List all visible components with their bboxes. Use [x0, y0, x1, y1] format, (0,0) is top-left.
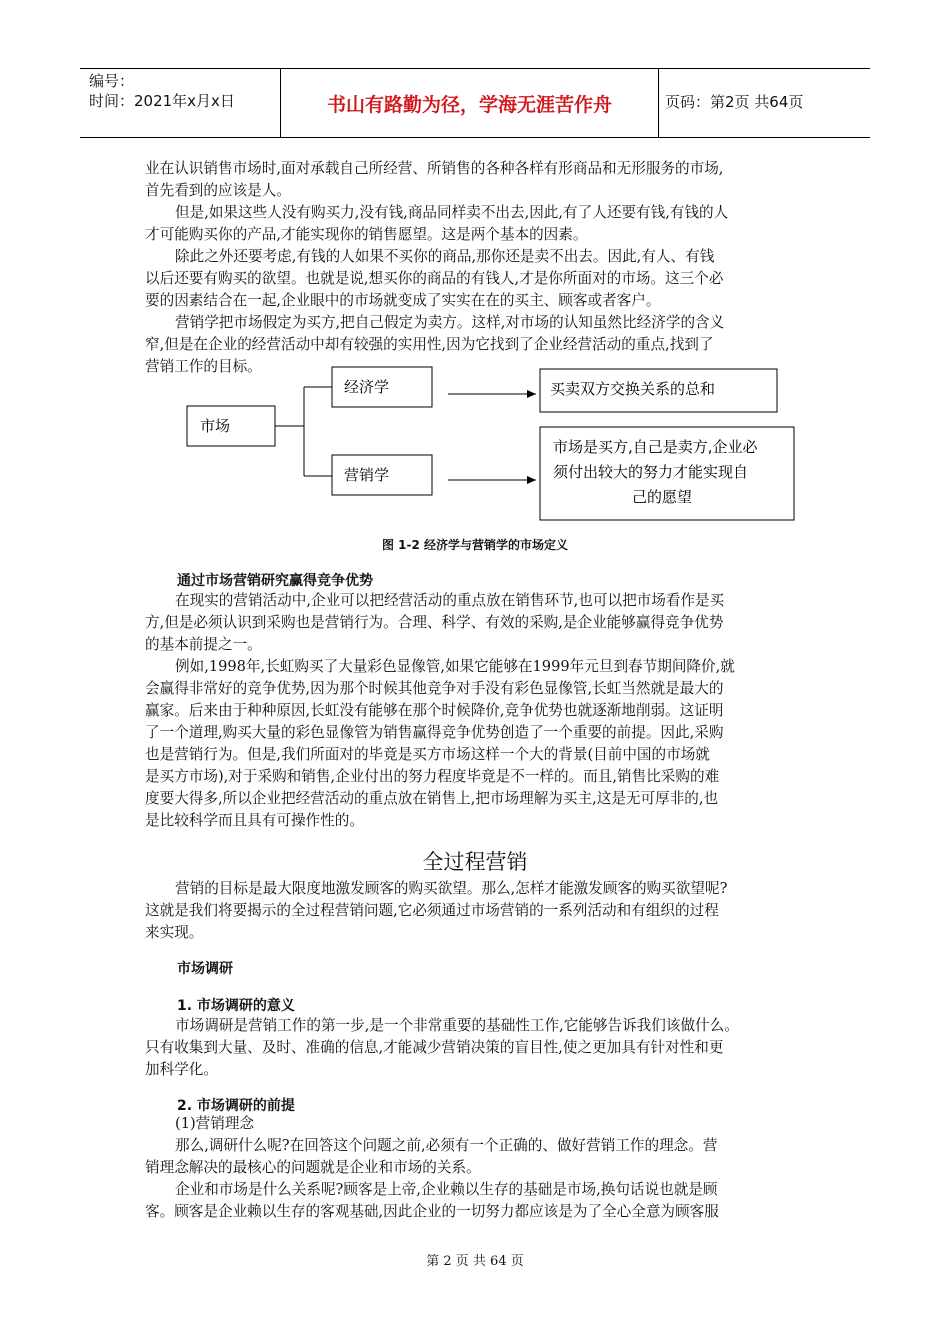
text-line: 企业和市场是什么关系呢?顾客是上帝,企业赖以生存的基础是市场,换句话说也就是顾 [175, 1181, 718, 1198]
header-date: 时间：2021年x月x日 [89, 92, 235, 110]
text-line: 除此之外还要考虑,有钱的人如果不买你的商品,那你还是卖不出去。因此,有人、有钱 [175, 248, 715, 265]
text-line: 了一个道理,购买大量的彩色显像管为销售赢得竞争优势创造了一个重要的前提。因此,采购 [145, 724, 724, 741]
text-line: 市场调研是营销工作的第一步,是一个非常重要的基础性工作,它能够告诉我们该做什么。 [175, 1017, 739, 1034]
subsection1-text [145, 1015, 810, 1081]
text-line: 也是营销行为。但是,我们所面对的毕竟是买方市场这样一个大的背景(目前中国的市场就 [145, 746, 710, 763]
text-line: 来实现。 [145, 924, 204, 941]
market-definition-diagram [0, 0, 950, 530]
text-line: 在现实的营销活动中,企业可以把经营活动的重点放在销售环节,也可以把市场看作是买 [175, 592, 725, 609]
page-footer: 第 2 页 共 64 页 [426, 1254, 524, 1269]
text-line: 营销工作的目标。 [145, 358, 262, 375]
marketing-definition-line: 己的愿望 [632, 488, 693, 506]
chapter-title: 全过程营销 [422, 850, 528, 874]
text-line: 例如,1998年,长虹购买了大量彩色显像管,如果它能够在1999年元旦到春节期间降价,就 [175, 658, 735, 675]
header-number: 编号： [89, 72, 135, 90]
text-line: 才可能购买你的产品,才能实现你的销售愿望。这是两个基本的因素。 [145, 226, 588, 243]
text-line: 要的因素结合在一起,企业眼中的市场就变成了实实在在的买主、顾客或者客户。 [145, 292, 661, 309]
text-line: 这就是我们将要揭示的全过程营销问题,它必须通过市场营销的一系列活动和有组织的过程 [145, 902, 719, 919]
header-page-info: 页码：第2页 共64页 [665, 93, 804, 111]
text-line: 赢家。后来由于种种原因,长虹没有能够在那个时候降价,竞争优势也就逐渐地削弱。这证明 [145, 702, 724, 719]
list-item: (1)营销理念 [175, 1115, 255, 1132]
text-line: 只有收集到大量、及时、准确的信息,才能减少营销决策的盲目性,使之更加具有针对性和更 [145, 1039, 724, 1056]
text-line: 是买方市场),对于采购和销售,企业付出的努力程度毕竟是不一样的。而且,销售比采购的难 [145, 768, 720, 785]
text-line: 度要大得多,所以企业把经营活动的重点放在销售上,把市场理解为买主,这是无可厚非的,也 [145, 790, 719, 807]
text-line: 业在认识销售市场时,面对承载自己所经营、所销售的各种各样有形商品和无形服务的市场, [145, 160, 724, 177]
figure-caption: 图 1-2 经济学与营销学的市场定义 [381, 538, 569, 552]
subsection2-text [145, 1113, 810, 1223]
text-line: 销理念解决的最核心的问题就是企业和市场的关系。 [145, 1159, 481, 1176]
marketing-definition-line: 市场是买方,自己是卖方,企业必 [553, 438, 758, 456]
text-line: 的基本前提之一。 [145, 636, 262, 653]
text-line: 窄,但是在企业的经营活动中却有较强的实用性,因为它找到了企业经营活动的重点,找到了 [145, 336, 714, 353]
section-heading: 通过市场营销研究赢得竞争优势 [177, 573, 373, 589]
text-line: 加科学化。 [145, 1061, 218, 1078]
section2-intro [145, 878, 810, 944]
market-label: 市场 [200, 417, 231, 435]
economics-label: 经济学 [344, 378, 390, 396]
section1-text [145, 590, 810, 832]
text-line: 会赢得非常好的竞争优势,因为那个时候其他竞争对手没有彩色显像管,长虹当然就是最大的 [145, 680, 724, 697]
text-line: 方,但是必须认识到采购也是营销行为。合理、科学、有效的采购,是企业能够赢得竞争优势 [145, 614, 724, 631]
subsection-heading: 1. 市场调研的意义 [177, 998, 295, 1014]
marketing-definition-line: 须付出较大的努力才能实现自 [553, 463, 749, 481]
section-heading: 市场调研 [177, 961, 233, 977]
marketing-label: 营销学 [344, 466, 390, 484]
text-line: 营销学把市场假定为买方,把自己假定为卖方。这样,对市场的认知虽然比经济学的含义 [175, 314, 725, 331]
text-line: 是比较科学而且具有可操作性的。 [145, 812, 364, 829]
subsection-heading: 2. 市场调研的前提 [177, 1098, 295, 1114]
header-motto: 书山有路勤为径，学海无涯苦作舟 [326, 93, 612, 116]
text-line: 那么,调研什么呢?在回答这个问题之前,必须有一个正确的、做好营销工作的理念。营 [175, 1137, 718, 1154]
text-line: 客。顾客是企业赖以生存的客观基础,因此企业的一切努力都应该是为了全心全意为顾客服 [145, 1203, 719, 1220]
economics-definition: 买卖双方交换关系的总和 [550, 380, 716, 398]
text-line: 首先看到的应该是人。 [145, 182, 291, 199]
text-line: 营销的目标是最大限度地激发顾客的购买欲望。那么,怎样才能激发顾客的购买欲望呢? [175, 880, 728, 897]
text-line: 以后还要有购买的欲望。也就是说,想买你的商品的有钱人,才是你所面对的市场。这三个必 [145, 270, 724, 287]
text-line: 但是,如果这些人没有购买力,没有钱,商品同样卖不出去,因此,有了人还要有钱,有钱的人 [175, 204, 729, 221]
